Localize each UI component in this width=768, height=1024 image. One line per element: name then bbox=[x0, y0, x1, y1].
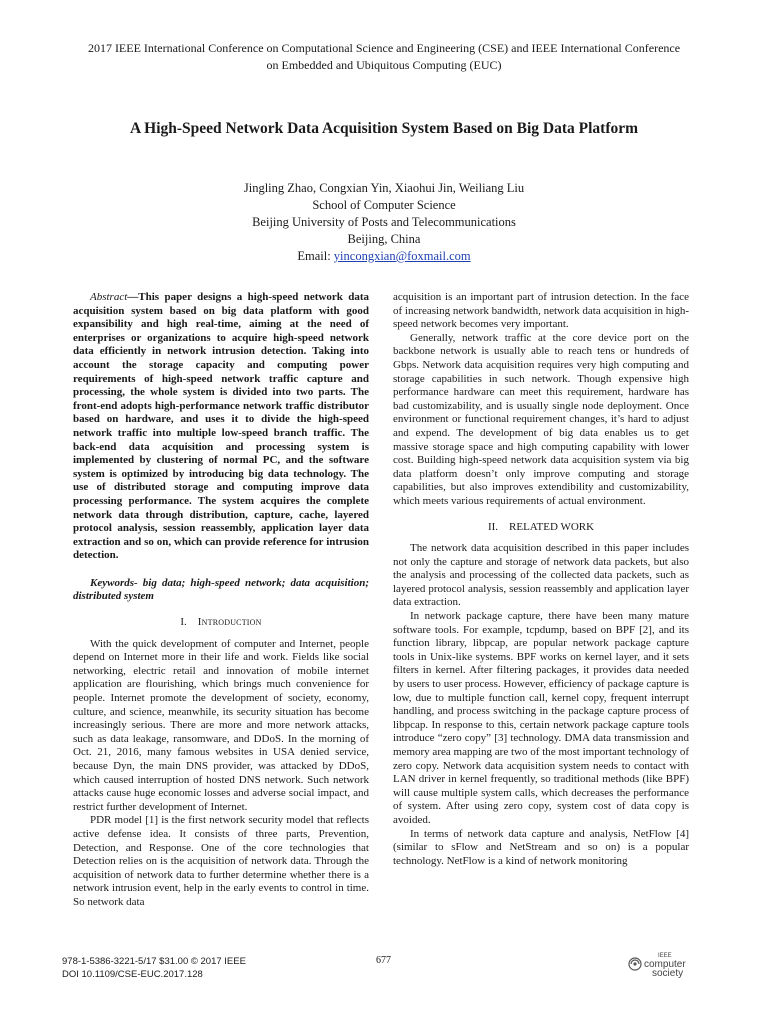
section-heading-introduction bbox=[73, 616, 369, 630]
abstract-dash: — bbox=[127, 291, 139, 303]
footer-isbn: 978-1-5386-3221-5/17 $31.00 © 2017 IEEE bbox=[62, 956, 246, 967]
section-number-intro: I. bbox=[180, 616, 187, 629]
conference-line-1: 2017 IEEE International Conference on Computational Science and Engineering (CSE) and IEEE International Conference bbox=[87, 41, 681, 55]
intro-paragraph-1: With the quick development of computer and Internet, people depend on Internet more in their life and work. Fields like social networking, electric retail and innovation of mobile internet application are flourishing, which brings much convenience for people. Internet promote the development of society, economy, culture, and science, meanwhile, its security situation has become increasingly serious. There are more and more network attacks, such as data leakage, ransomware, and DDoS. In the morning of Oct. 21, 2016, many famous websites in USA denied service, because Dyn, the main DNS provider, was attacked by DDoS, which caused interruption of hosted DNS network. Such network attacks cause huge economic losses and adverse social impact, and restrict further development of Internet. bbox=[73, 637, 369, 813]
keywords: Keywords- big data; high-speed network; data acquisition; distributed system bbox=[73, 576, 369, 603]
page-number: 677 bbox=[376, 955, 391, 966]
affiliation-school: School of Computer Science bbox=[312, 198, 456, 212]
related-paragraph-3: In terms of network data capture and analysis, NetFlow [4] (similar to sFlow and NetStream and so on) is a popular technology. NetFlow is a kind of network monitoring bbox=[393, 827, 689, 867]
logo-text bbox=[644, 952, 686, 978]
section-number-related: II. bbox=[487, 520, 499, 533]
footer-doi: DOI 10.1109/CSE-EUC.2017.128 bbox=[62, 969, 203, 980]
footer-publication-info bbox=[62, 955, 246, 981]
left-column bbox=[73, 291, 369, 910]
paper-title: A High-Speed Network Data Acquisition System Based on Big Data Platform bbox=[129, 120, 639, 137]
related-paragraph-1: The network data acquisition described in this paper includes not only the capture and storage of network data packets, but also the analysis and processing of the collected data packets, such as layered protocol analysis, session reassembly and application layer data extraction. bbox=[393, 542, 689, 609]
author-names: Jingling Zhao, Congxian Yin, Xiaohui Jin, Weiliang Liu bbox=[243, 181, 525, 195]
related-paragraph-2: In network package capture, there have been many mature software tools. For example, tcpdump, based on BPF [2], and its function library, libpcap, are popular network package capture tools in Unix-like systems. BPF works on kernel layer, and it sets filters in kernel. After filtering packages, it provides data needed by users to user process. However, efficiency of package capture is low, due to multiple function call, kernel copy, frequent interrupt handling, and process switching in the package capture process of libpcap. In response to this, certain network package capture tools introduce “zero copy” [3] technology. DMA data transmission and memory area mapping are two of the most important technology of zero copy. Network data acquisition system needs to contact with LAN driver in kernel frequently, so traditional methods (like BPF) will cause multiple system calls, which decreases the performance of system. After using zero copy, system cost of data copy is avoided. bbox=[393, 610, 689, 826]
intro-paragraph-continued: acquisition is an important part of intrusion detection. In the face of increasing network bandwidth, network data acquisition in high-speed network becomes very important. bbox=[393, 291, 690, 331]
author-block bbox=[80, 180, 688, 265]
right-column bbox=[393, 291, 689, 868]
section-title-related: RELATED WORK bbox=[509, 520, 595, 533]
conference-header bbox=[40, 40, 728, 74]
intro-paragraph-2: PDR model [1] is the first network security model that reflects active defense idea. It consists of three parts, Prevention, Detection, and Response. One of the core technologies that Detection relies on is the acquisition of network data. Through the acquisition of network data to further determine whether there is a network intrusion event, help in the early events to control in time. So network data bbox=[73, 814, 369, 908]
logo-ieee-text: IEEE bbox=[658, 953, 672, 959]
logo-society-text: society bbox=[652, 968, 684, 979]
logo-computer-text: computer bbox=[644, 959, 686, 970]
conference-line-2: on Embedded and Ubiquitous Computing (EUC) bbox=[266, 58, 502, 72]
section-heading-related-work bbox=[393, 521, 689, 535]
affiliation-university: Beijing University of Posts and Telecommunications bbox=[252, 215, 516, 229]
abstract bbox=[73, 291, 369, 563]
email-label: Email: bbox=[297, 249, 331, 263]
computer-society-logo bbox=[628, 950, 708, 980]
intro-paragraph-3: Generally, network traffic at the core device port on the backbone network is usually able to reach tens or hundreds of Gbps. Network data acquisition requires very high computing and storage capabilities in such network. Though expensive high performance hardware can meet this requirement, hardware has bad customizability, and is usually single node deployment. Once environment or functional requirement changes, it’s hard to adjust and expend. The development of big data enables us to get massive storage space and high computing capability with lower cost. Building high-speed network data acquisition system via big data platform doesn’t only improve computing and storage capabilities, but also improves extendibility and customizability, which meets various requirements of actual environment. bbox=[393, 331, 689, 507]
section-title-intro: Introduction bbox=[197, 616, 262, 629]
affiliation-city: Beijing, China bbox=[347, 232, 421, 246]
abstract-text: This paper designs a high-speed network data acquisition system based on big data platform with good expansibility and high real-time, aiming at the need of enterprises or organizations to acquire high-speed network data efficiently in network intrusion detection. Taking into account the storage capacity and computing power requirements of high-speed network traffic capture and processing, the whole system is divided into two parts. The front-end adopts high-performance network traffic distributor based on hardware, and uses it to divide the high-speed network traffic into multiple low-speed branch traffic. The back-end data acquisition and processing system is implemented by clustering of normal PC, and the software system is optimized by introducing big data technology. The use of distributed storage and computing improve data processing performance. The system acquires the complete network data through distribution, capture, cache, layered protocol analysis, session reassembly, application layer data extraction and so on, which can provide reference for intrusion detection. bbox=[73, 291, 369, 562]
email-line bbox=[80, 248, 688, 265]
email-link[interactable]: yincongxian@foxmail.com bbox=[333, 249, 471, 263]
abstract-label: Abstract bbox=[90, 291, 128, 303]
computer-society-logo-icon bbox=[628, 957, 642, 971]
